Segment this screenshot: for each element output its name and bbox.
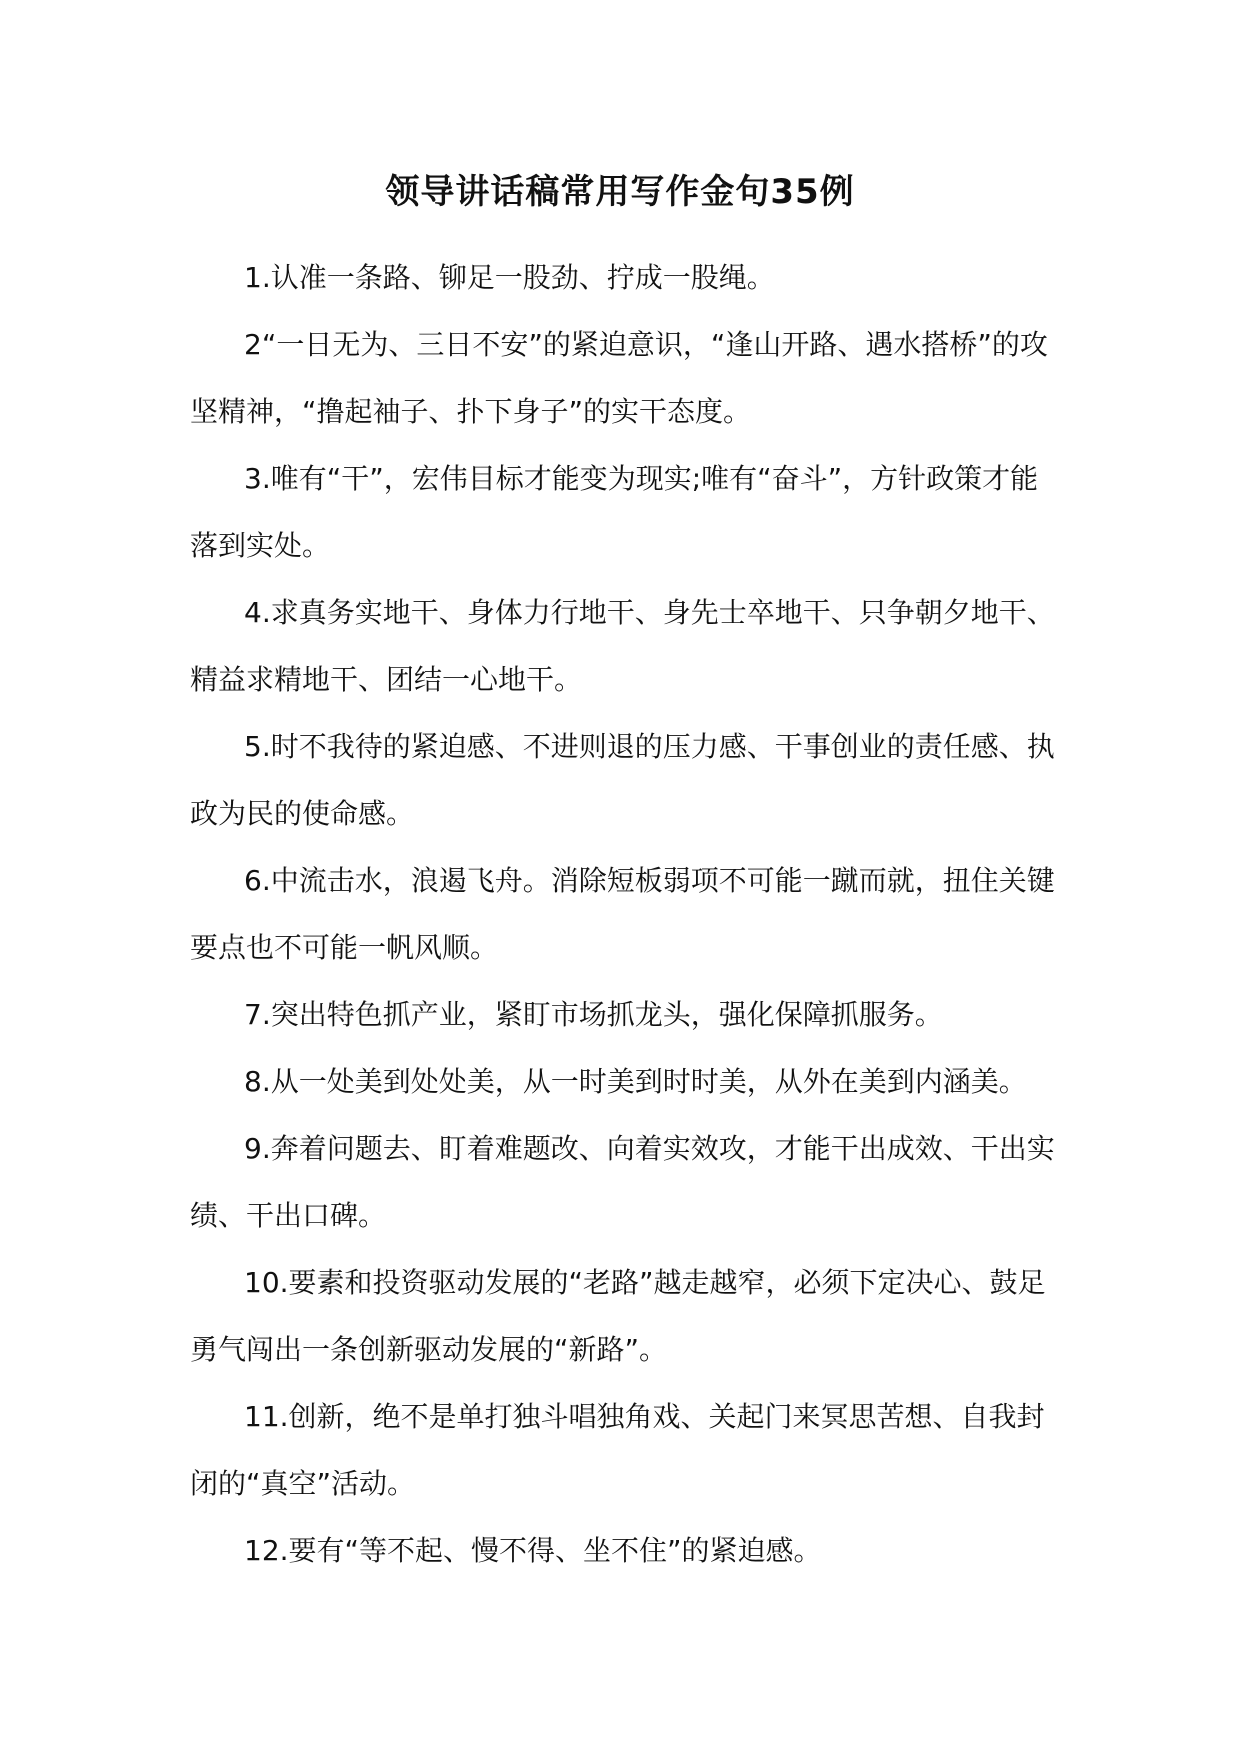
paragraph-2: 2“一日无为、三日不安”的紧迫意识，“逢山开路、遇水搭桥”的攻坚精神，“撸起袖子、扑下身子”的实干态度。 — [190, 328, 1048, 428]
document-title: 领导讲话稿常用写作金句35例 — [385, 172, 855, 212]
paragraph-8: 8.从一处美到处处美，从一时美到时时美，从外在美到内涵美。 — [244, 1065, 1027, 1098]
paragraph-4: 4.求真务实地干、身体力行地干、身先士卒地干、只争朝夕地干、精益求精地干、团结一心地干。 — [190, 596, 1055, 696]
paragraph-12: 12.要有“等不起、慢不得、坐不住”的紧迫感。 — [244, 1534, 822, 1567]
document-body — [190, 244, 1060, 1584]
paragraph-1: 1.认准一条路、铆足一股劲、拧成一股绳。 — [244, 261, 775, 294]
paragraph-5: 5.时不我待的紧迫感、不进则退的压力感、干事创业的责任感、执政为民的使命感。 — [190, 730, 1055, 830]
paragraph-6: 6.中流击水，浪遏飞舟。消除短板弱项不可能一蹴而就，扭住关键要点也不可能一帆风顺。 — [190, 864, 1055, 964]
paragraph-10: 10.要素和投资驱动发展的“老路”越走越窄，必须下定决心、鼓足勇气闯出一条创新驱动发展的“新路”。 — [190, 1266, 1046, 1366]
paragraph-7: 7.突出特色抓产业，紧盯市场抓龙头，强化保障抓服务。 — [244, 998, 943, 1031]
paragraph-3: 3.唯有“干”，宏伟目标才能变为现实;唯有“奋斗”，方针政策才能落到实处。 — [190, 462, 1039, 562]
paragraph-9: 9.奔着问题去、盯着难题改、向着实效攻，才能干出成效、干出实绩、干出口碑。 — [190, 1132, 1055, 1232]
paragraph-11: 11.创新，绝不是单打独斗唱独角戏、关起门来冥思苦想、自我封闭的“真空”活动。 — [190, 1400, 1045, 1500]
